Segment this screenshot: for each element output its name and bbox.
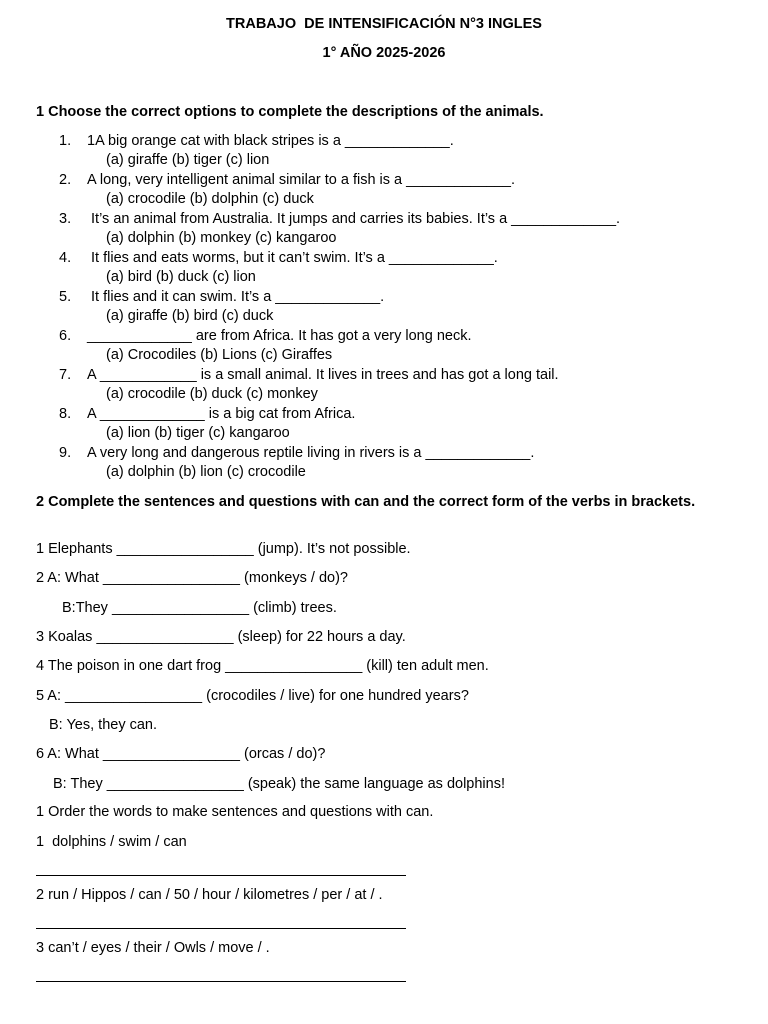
answer-line: [36, 980, 406, 982]
question-number: 1.: [59, 133, 72, 149]
question-number: 2.: [59, 172, 72, 188]
order-item: 2 run / Hippos / can / 50 / hour / kilometres / per / at / .: [36, 887, 383, 903]
question-options: (a) giraffe (b) bird (c) duck: [106, 308, 274, 324]
question-text: _____________ are from Africa. It has got a very long neck.: [87, 328, 472, 344]
exercise-line: 2 A: What _________________ (monkeys / do)?: [36, 570, 348, 586]
question-options: (a) crocodile (b) duck (c) monkey: [106, 386, 318, 402]
exercise-line: 1 Elephants _________________ (jump). It’s not possible.: [36, 541, 411, 557]
question-number: 7.: [59, 367, 72, 383]
question-number: 5.: [59, 289, 72, 305]
question-number: 4.: [59, 250, 72, 266]
question-options: (a) dolphin (b) monkey (c) kangaroo: [106, 230, 337, 246]
answer-line: [36, 874, 406, 876]
question-options: (a) crocodile (b) dolphin (c) duck: [106, 191, 314, 207]
section1-heading: 1 Choose the correct options to complete the descriptions of the animals.: [36, 104, 544, 120]
exercise-line: 4 The poison in one dart frog _________________ (kill) ten adult men.: [36, 658, 489, 674]
page-subtitle: 1° AÑO 2025-2026: [322, 45, 446, 61]
question-text: A long, very intelligent animal similar to a fish is a _____________.: [87, 172, 516, 188]
question-options: (a) lion (b) tiger (c) kangaroo: [106, 425, 290, 441]
answer-line: [36, 927, 406, 929]
section3-heading: 1 Order the words to make sentences and questions with can.: [36, 804, 434, 820]
question-number: 3.: [59, 211, 72, 227]
question-number: 6.: [59, 328, 72, 344]
question-number: 8.: [59, 406, 72, 422]
order-item: 1 dolphins / swim / can: [36, 834, 187, 850]
question-options: (a) bird (b) duck (c) lion: [106, 269, 256, 285]
question-options: (a) dolphin (b) lion (c) crocodile: [106, 464, 306, 480]
exercise-line: B: Yes, they can.: [49, 717, 158, 733]
question-text: It flies and it can swim. It’s a _____________.: [87, 289, 385, 305]
question-text: A very long and dangerous reptile living in rivers is a _____________.: [87, 445, 535, 461]
exercise-line: 6 A: What _________________ (orcas / do)?: [36, 746, 326, 762]
exercise-line: 3 Koalas _________________ (sleep) for 22 hours a day.: [36, 629, 406, 645]
question-text: A ____________ is a small animal. It lives in trees and has got a long tail.: [87, 367, 559, 383]
question-options: (a) giraffe (b) tiger (c) lion: [106, 152, 270, 168]
question-text: A _____________ is a big cat from Africa.: [87, 406, 356, 422]
exercise-line: B:They _________________ (climb) trees.: [62, 600, 337, 616]
question-text: It flies and eats worms, but it can’t swim. It’s a _____________.: [87, 250, 498, 266]
exercise-line: 5 A: _________________ (crocodiles / live) for one hundred years?: [36, 688, 469, 704]
question-options: (a) Crocodiles (b) Lions (c) Giraffes: [106, 347, 333, 363]
question-text: 1A big orange cat with black stripes is a _____________.: [87, 133, 454, 149]
page-title: TRABAJO DE INTENSIFICACIÓN N°3 INGLES: [226, 16, 542, 32]
exercise-line: B: They _________________ (speak) the same language as dolphins!: [53, 776, 505, 792]
section2-heading: 2 Complete the sentences and questions with can and the correct form of the verbs in brackets.: [36, 494, 696, 510]
question-number: 9.: [59, 445, 72, 461]
order-item: 3 can’t / eyes / their / Owls / move / .: [36, 940, 270, 956]
question-text: It’s an animal from Australia. It jumps and carries its babies. It’s a _____________.: [87, 211, 621, 227]
